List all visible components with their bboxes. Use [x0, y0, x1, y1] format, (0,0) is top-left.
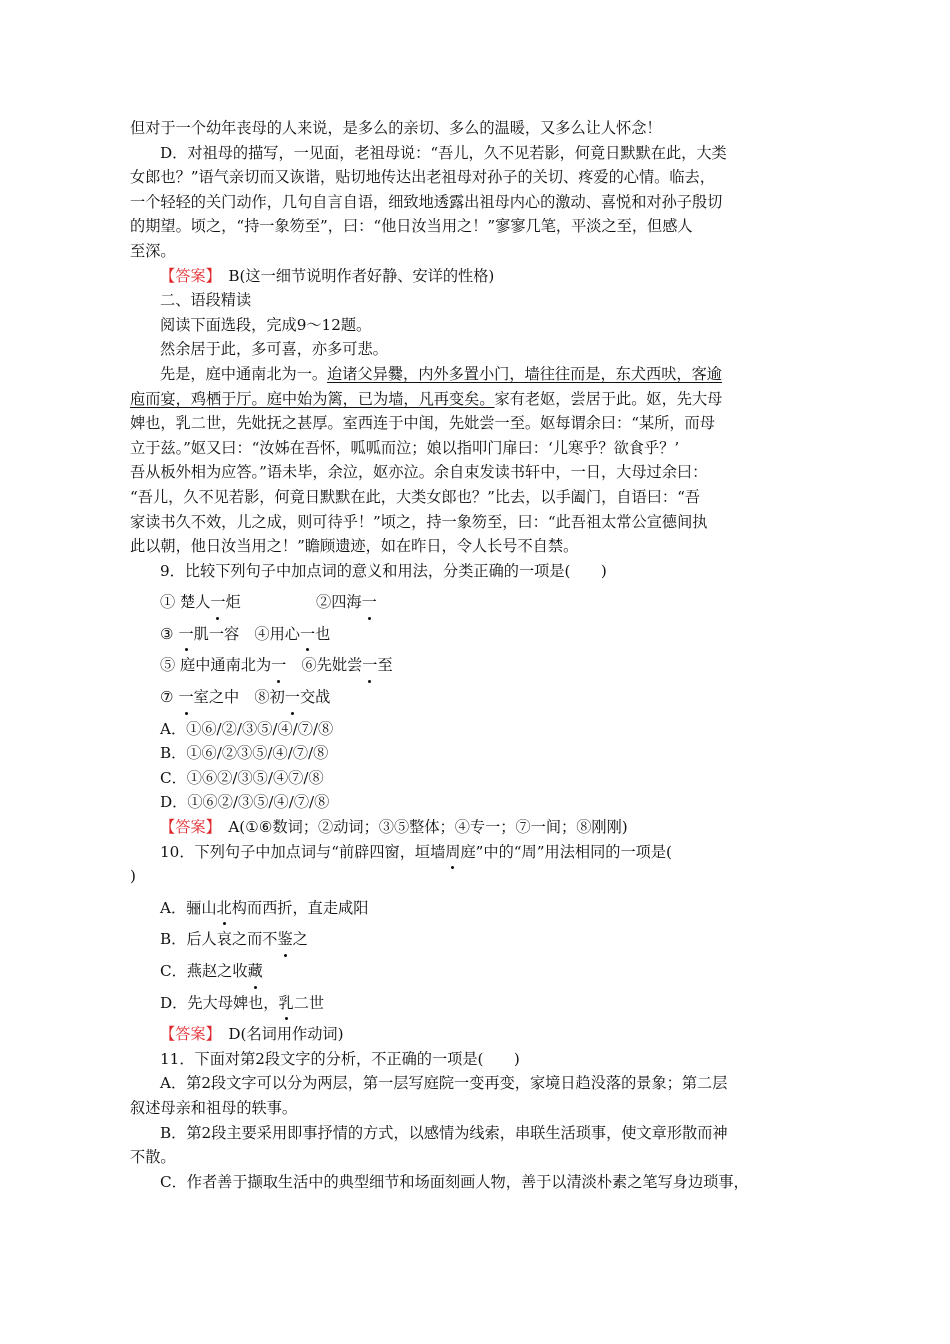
q9-option-c: C．①⑥②/③⑤/④⑦/⑧ — [160, 768, 324, 787]
passage-line: 婢也，乳二世，先妣抚之甚厚。室西连于中闺，先妣尝一至。妪每谓余曰：“某所，而母 — [130, 414, 715, 433]
dotted-char: 一 — [285, 685, 300, 710]
answer-line — [130, 815, 820, 840]
answer-text: B(这一细节说明作者好静、安详的性格) — [228, 266, 495, 285]
q9-option-a: A．①⑥/②/③⑤/④/⑦/⑧ — [160, 719, 334, 738]
q11-option-c: C．作者善于撷取生活中的典型细节和场面刻画人物，善于以清淡朴素之笔写身边琐事， — [160, 1172, 749, 1191]
answer-label: 【答案】 — [160, 1025, 214, 1044]
q10-option-b: B．后人哀之而不鉴之 — [130, 927, 820, 952]
dotted-char: 北 — [217, 896, 232, 921]
answer-line — [130, 1022, 820, 1047]
dotted-char: 周 — [445, 840, 460, 865]
document-page — [130, 116, 820, 1194]
option-d-line: 的期望。顷之，“持一象笏至”，曰：“他日汝当用之！”寥寥几笔，平淡之至，但感人 — [130, 217, 693, 236]
passage-line: 先是，庭中通南北为一。迨诸父异爨，内外多置小门，墙往往而是，东犬西吠，客逾 — [160, 364, 722, 383]
answer-line — [130, 264, 820, 289]
passage-line: 家读书久不效，儿之成，则可待乎！”顷之，持一象笏至，曰：“此吾祖太常公宣德间执 — [130, 512, 708, 531]
dotted-char: 一 — [271, 653, 286, 678]
passage-line: 吾从板外相为应答。”语未毕，余泣，妪亦泣。余自束发读书轩中，一日，大母过余曰： — [130, 463, 708, 482]
section-instruction: 阅读下面选段，完成9～12题。 — [160, 315, 372, 334]
answer-text: A(①⑥数词；②动词；③⑤整体；④专一；⑦一间；⑧刚刚) — [228, 818, 628, 837]
dotted-char: 一 — [210, 590, 225, 615]
option-d-line: 至深。 — [130, 241, 176, 260]
question-9-stem: 9．比较下列句子中加点词的意义和用法，分类正确的一项是( ) — [160, 561, 607, 580]
intro-line: 但对于一个幼年丧母的人来说，是多么的亲切、多么的温暖，又多么让人怀念！ — [130, 119, 662, 137]
passage-line: 此以朝，他日汝当用之！”瞻顾遗迹，如在昨日，令人长号不自禁。 — [130, 537, 579, 556]
dotted-char: 一 — [178, 622, 193, 647]
question-10-stem: 10．下列句子中加点词与“前辟四窗，垣墙周庭”中的“周”用法相同的一项是( — [130, 840, 820, 865]
dotted-char: 藏 — [248, 959, 263, 984]
q9-pair-line: ③ 一肌一容 ④用心一也 — [130, 622, 820, 647]
q9-pair-line: ① 楚人一炬 ②四海一 — [130, 590, 820, 615]
passage-line: 庖而宴，鸡栖于厅。庭中始为篱，已为墙，凡再变矣。家有老妪，尝居于此。妪，先大母 — [130, 389, 723, 408]
passage-line: 立于兹。”妪又曰：“汝姊在吾怀，呱呱而泣；娘以指叩门扉曰：‘儿寒乎？欲食乎？’ — [130, 438, 680, 457]
option-d-line: 一个轻轻的关门动作，几句自言自语，细致地透露出祖母内心的激动、喜悦和对孙子殷切 — [130, 192, 723, 211]
q9-pair-line: ⑦ 一室之中 ⑧初一交战 — [130, 685, 820, 710]
dotted-char: 一 — [362, 653, 377, 678]
passage-paragraph: 然余居于此，多可喜，亦多可悲。 — [160, 340, 388, 359]
q10-option-a: A．骊山北构而西折，直走咸阳 — [130, 896, 820, 921]
section-title: 二、语段精读 — [160, 291, 252, 310]
dotted-char: 乳 — [279, 991, 294, 1016]
q11-option-a: 叙述母亲和祖母的轶事。 — [130, 1098, 298, 1117]
q11-option-b: 不散。 — [130, 1148, 176, 1167]
dotted-char: 一 — [300, 622, 315, 647]
q9-option-b: B．①⑥/②③⑤/④/⑦/⑧ — [160, 744, 329, 763]
underlined-text: 迨诸父异爨，内外多置小门，墙往往而是，东犬西吠，客逾 — [327, 364, 722, 383]
dotted-char: 一 — [362, 590, 377, 615]
answer-label: 【答案】 — [160, 818, 214, 837]
q11-option-a: A．第2段文字可以分为两层，第一层写庭院一变再变，家境日趋没落的景象；第二层 — [160, 1074, 728, 1093]
question-10-stem-end: ) — [130, 867, 136, 886]
q10-option-c: C．燕赵之收藏 — [130, 959, 820, 984]
option-d-line: D．对祖母的描写，一见面，老祖母说：“吾儿，久不见若影，何竟日默默在此，大类 — [160, 143, 727, 162]
question-11-stem: 11．下面对第2段文字的分析，不正确的一项是( ) — [160, 1049, 520, 1068]
answer-text: D(名词用作动词) — [228, 1025, 344, 1044]
q9-option-d: D．①⑥②/③⑤/④/⑦/⑧ — [160, 793, 330, 812]
dotted-char: 鉴 — [277, 927, 292, 952]
q9-pair-line: ⑤ 庭中通南北为一 ⑥先妣尝一至 — [130, 653, 820, 678]
answer-label: 【答案】 — [160, 266, 214, 285]
option-d-line: 女郎也？”语气亲切而又诙谐，贴切地传达出老祖母对孙子的关切、疼爱的心情。临去， — [130, 168, 715, 187]
q10-option-d: D．先大母婢也，乳二世 — [130, 991, 820, 1016]
q11-option-b: B．第2段主要采用即事抒情的方式，以感情为线索，串联生活琐事，使文章形散而神 — [160, 1123, 728, 1142]
passage-line: “吾儿，久不见若影，何竟日默默在此，大类女郎也？”比去，以手阖门，自语曰：“吾 — [130, 487, 701, 506]
underlined-text: 庖而宴，鸡栖于厅。庭中始为篱，已为墙，凡再变矣。 — [130, 389, 495, 408]
dotted-char: 一 — [178, 685, 193, 710]
